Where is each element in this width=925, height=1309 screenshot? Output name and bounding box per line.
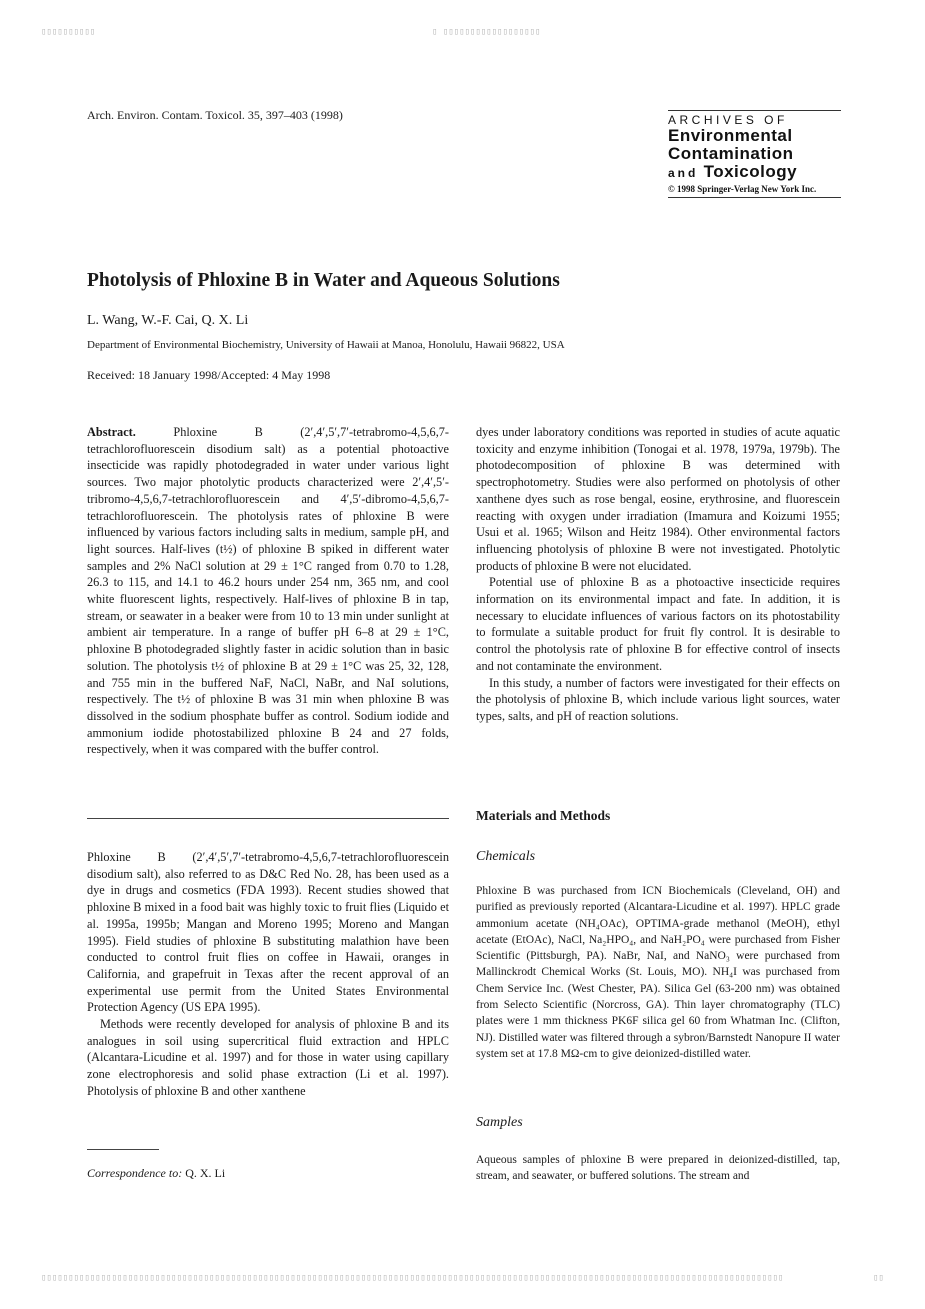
journal-line-archives: ARCHIVES OF <box>668 113 788 127</box>
authors: L. Wang, W.-F. Cai, Q. X. Li <box>87 313 249 328</box>
samples-heading: Samples <box>476 1115 523 1130</box>
intro-right-column <box>476 424 840 725</box>
samples-paragraph: Aqueous samples of phloxine B were prepared in deionized-distilled, tap, stream, and seawater, or buffered solutions. The stream and <box>476 1154 840 1183</box>
journal-copyright: © 1998 Springer-Verlag New York Inc. <box>668 184 817 194</box>
correspondence-label: Correspondence to: <box>87 1166 183 1180</box>
abstract-text: Phloxine B (2′,4′,5′,7′-tetrabromo-4,5,6,7-tetrachlorofluorescein disodium salt) as a potential photoactive insecticide was rapidly photodegraded in water under various light sources. Two major photolytic products characterized were 2′,4′,5′-tribromo-4,5,6,7-tetrachlorofluorescein and 4′,5′-dibromo-4,5,6,7-tetrachlorofluorescein. The photolysis rates of phloxine B were influenced by various factors including salts in medium, sample pH, and light sources. Half-lives (t½) of phloxine B spiked in different water samples and 2% NaCl solution at 29 ± 1°C ranged from 0.70 to 1.28, 26.3 to 115, and 14.1 to 46.2 hours under 254 nm, 365 nm, and cool white fluorescent lights, respectively. Half-lives of phloxine B in tap, stream, or seawater in a beaker were from 10 to 13 min under sunlight at ambient air temperature. In a range of buffer pH 6–8 at 29 ± 1°C, phloxine B photodegraded slightly faster in acidic solution than in basic solution. The photolysis t½ of phloxine B at 29 ± 1°C was 25, 32, 128, and 755 min in the buffered NaF, NaCl, NaBr, and NaI solutions, respectively. The t½ of phloxine B was 31 min when phloxine B was dissolved in the sodium phosphate buffer as control. Sodium iodide and ammonium iodide photostabilized phloxine B 24 and 27 folds, respectively, when it was compared with the buffer control. <box>87 425 450 757</box>
scan-mark-bottom-right: ▯▯ <box>873 1273 884 1283</box>
intro-right-paragraph-2: Potential use of phloxine B as a photoactive insecticide requires information on its environmental impact and fate. In addition, it is necessary to elucidate influences of various factors on its photostability to formulate a suitable product for fruit fly control. It is desirable to control the photolysis rate of phloxine B for effective control of insects and not contaminate the environment. <box>476 575 840 673</box>
received-dates: Received: 18 January 1998/Accepted: 4 May 1998 <box>87 368 331 382</box>
scan-mark-bottom-left: ▯▯▯▯▯▯▯▯▯▯▯▯▯▯▯▯▯▯▯▯▯▯▯▯▯▯▯▯▯▯▯▯▯▯▯▯▯▯▯▯▯▯▯▯▯▯▯▯▯▯▯▯▯▯▯▯▯▯▯▯▯▯▯▯▯▯▯▯▯▯▯▯▯▯▯▯▯▯▯▯▯▯▯▯▯▯▯▯▯▯▯▯▯▯▯▯▯▯▯▯▯▯▯▯▯▯▯▯▯▯▯▯▯▯▯▯▯▯▯▯▯▯▯▯▯▯▯▯▯▯▯▯▯▯▯▯▯ <box>41 1273 784 1283</box>
journal-toxicology: Toxicology <box>703 162 798 181</box>
journal-logo <box>668 110 841 198</box>
journal-line-toxicology <box>668 163 841 182</box>
journal-and: and <box>668 166 699 180</box>
footnote-divider <box>87 1149 159 1150</box>
abstract <box>87 424 449 758</box>
abstract-label: Abstract. <box>87 425 136 439</box>
correspondence-name: Q. X. Li <box>185 1166 226 1180</box>
intro-right-paragraph-1: dyes under laboratory conditions was reported in studies of acute aquatic toxicity and enzyme inhibition (Tonogai et al. 1978, 1979a, 1979b). The photodecomposition of phloxine B was determined with spectrophotometry. Studies were also performed on photolysis of other xanthene dyes such as rose bengal, eosine, erythrosine, and fluorescein reacting with oxygen under irradiation (Imamura and Koizumi 1955; Usui et al. 1965; Wilson and Heitz 1984). Other environmental factors influencing photolysis of phloxine B were not investigated. Photolytic products of phloxine B were not elucidated. <box>476 425 840 573</box>
chemicals-heading: Chemicals <box>476 849 536 864</box>
scan-mark-top-right: ▯ ▯▯▯▯▯▯▯▯▯▯▯▯▯▯▯▯▯▯ <box>432 27 541 37</box>
intro-paragraph-1: Phloxine B (2′,4′,5′,7′-tetrabromo-4,5,6,7-tetrachlorofluorescein disodium salt), also referred to as D&C Red No. 28, has been used as a dye in drugs and cosmetics (FDA 1993). Recent studies showed that phloxine B mixed in a food bait was highly toxic to fruit flies (Liquido et al. 1995a, 1995b; Mangan and Moreno 1995; Moreno and Mangan 1995). Field studies of phloxine B substituting malathion have been conducted to control fruit flies on coffee in Hawaii, oranges in California, and grapefruit in Texas after the recent approval of an experimental use permit from the United States Environmental Protection Agency (US EPA 1995). <box>87 850 449 1015</box>
journal-line-environmental: Environmental <box>668 126 793 145</box>
intro-left-column <box>87 849 449 1100</box>
paper-title: Photolysis of Phloxine B in Water and Aqueous Solutions <box>87 270 560 291</box>
citation: Arch. Environ. Contam. Toxicol. 35, 397–403 (1998) <box>87 108 343 122</box>
correspondence-footnote <box>87 1166 225 1181</box>
intro-paragraph-2: Methods were recently developed for analysis of phloxine B and its analogues in soil using supercritical fluid extraction and HPLC (Alcantara-Licudine et al. 1997) and for those in water using capillary zone electrophoresis and solid phase extraction (Li et al. 1997). Photolysis of phloxine B and other xanthene <box>87 1017 449 1098</box>
journal-line-contamination: Contamination <box>668 144 794 163</box>
chemicals-text <box>476 883 840 1062</box>
intro-right-paragraph-3: In this study, a number of factors were investigated for their effects on the photolysis of phloxine B, which include various light sources, water types, salts, and pH of reaction solutions. <box>476 675 840 723</box>
section-divider <box>87 818 449 819</box>
chemicals-paragraph: Phloxine B was purchased from ICN Biochemicals (Cleveland, OH) and purified as previously reported (Alcantara-Licudine et al. 1997). HPLC grade ammonium acetate (NH₄OAc), OPTIMA-grade methanol (MeOH), ethyl acetate (EtOAc), NaCl, Na₂HPO₄, and NaH₂PO₄ were purchased from Fisher Scientific (Pittsburgh, PA). NaBr, NaI, and NaNO₃ were purchased from Mallinckrodt Chemical Works (St. Louis, MO). NH₄I was purchased from Chem Service Inc. (West Chester, PA). Silica Gel (63-200 nm) was obtained from Selecto Scientific (Norcross, GA). Thin layer chromatography (TLC) plates were 1 mm thickness PK6F silica gel 60 from Whatman Inc. (Clifton, NJ). Distilled water was filtered through a sybron/Barnstedt Nanopure II water system set at 17.8 MΩ-cm to give deionized-distilled water. <box>476 885 840 1060</box>
affiliation: Department of Environmental Biochemistry, University of Hawaii at Manoa, Honolulu, Hawaii 96822, USA <box>87 339 565 351</box>
methods-heading: Materials and Methods <box>476 808 611 823</box>
samples-text <box>476 1152 840 1185</box>
scan-mark-top-left: ▯▯▯▯▯▯▯▯▯▯ <box>41 27 96 37</box>
